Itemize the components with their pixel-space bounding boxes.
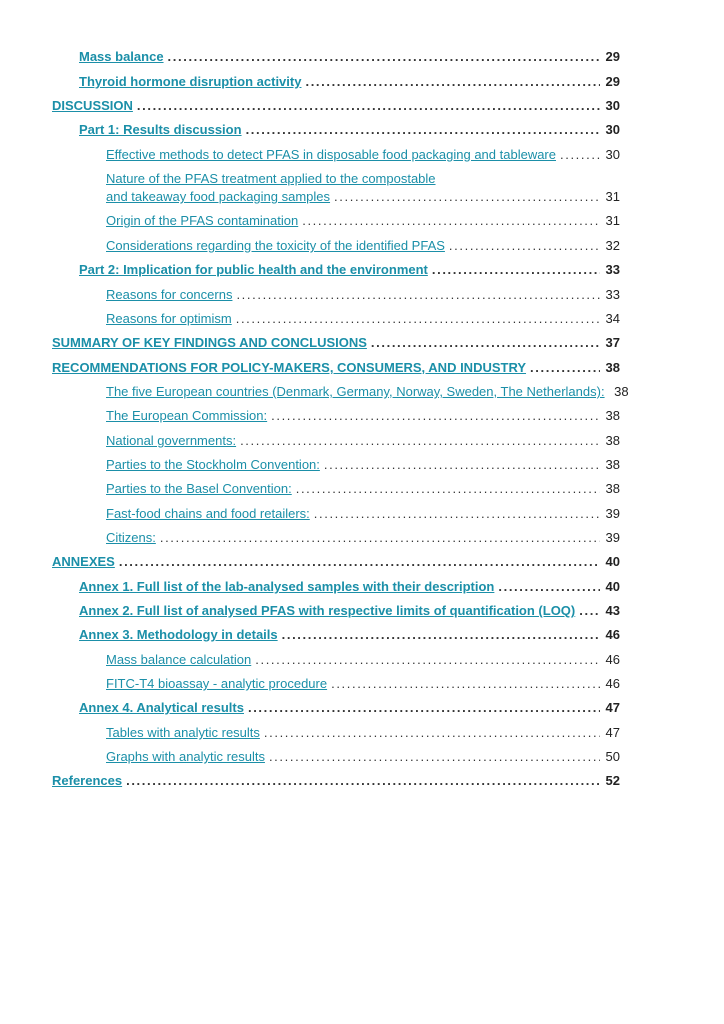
toc-link[interactable]: Annex 1. Full list of the lab-analysed samples with their description: [79, 579, 495, 594]
toc-page-number: 33: [605, 262, 620, 277]
toc-leader: [168, 49, 600, 65]
toc-page-number: 46: [605, 627, 620, 642]
toc-leader: [160, 530, 600, 546]
toc-page-number: 40: [605, 579, 620, 594]
toc-leader: [264, 725, 600, 741]
toc-page-number: 40: [605, 554, 620, 569]
toc-link[interactable]: Graphs with analytic results: [106, 749, 265, 764]
toc-leader: [324, 457, 600, 473]
toc-link[interactable]: RECOMMENDATIONS FOR POLICY-MAKERS, CONSUMERS, AND INDUSTRY: [52, 360, 527, 375]
toc-leader: [296, 481, 600, 497]
toc-leader: [302, 213, 600, 229]
toc-page-number: 30: [605, 147, 620, 162]
toc-page-number: 52: [605, 773, 620, 788]
toc-leader: [314, 506, 600, 522]
toc-page-number: 38: [614, 384, 629, 399]
toc-leader: [255, 652, 600, 668]
toc-leader: [246, 122, 600, 138]
toc-link[interactable]: National governments:: [106, 433, 237, 448]
toc-page-number: 38: [605, 457, 620, 472]
toc-link[interactable]: Part 1: Results discussion: [79, 122, 242, 137]
toc-page-number: 50: [605, 749, 620, 764]
toc-link[interactable]: SUMMARY OF KEY FINDINGS AND CONCLUSIONS: [52, 335, 367, 350]
toc-page-number: 47: [605, 700, 620, 715]
toc-page-number: 38: [605, 433, 620, 448]
toc-page-number: 30: [605, 122, 620, 137]
toc-link[interactable]: Origin of the PFAS contamination: [106, 213, 299, 228]
toc-page-number: 38: [605, 481, 620, 496]
toc-link[interactable]: Mass balance calculation: [106, 652, 252, 667]
toc-leader: [334, 189, 600, 205]
toc-page-number: 39: [605, 530, 620, 545]
toc-leader: [269, 749, 600, 765]
toc-leader: [432, 262, 600, 278]
toc-leader: [449, 238, 600, 254]
toc-page-number: 46: [605, 652, 620, 667]
toc-link[interactable]: Reasons for concerns: [106, 287, 233, 302]
toc-link[interactable]: References: [52, 773, 123, 788]
toc-leader: [530, 360, 600, 376]
toc-leader: [282, 627, 600, 643]
toc-leader: [236, 287, 600, 303]
toc-link[interactable]: Citizens:: [106, 530, 156, 545]
toc-leader: [498, 579, 600, 595]
toc-link[interactable]: The European Commission:: [106, 408, 268, 423]
toc-page-number: 32: [605, 238, 620, 253]
toc-link[interactable]: Reasons for optimism: [106, 311, 232, 326]
toc-page-number: 31: [605, 189, 620, 204]
toc-page-number: 29: [605, 74, 620, 89]
toc-link[interactable]: Mass balance: [79, 49, 164, 64]
toc-leader: [248, 700, 600, 716]
toc-page-number: 30: [605, 98, 620, 113]
toc-leader: [371, 335, 600, 351]
toc-link[interactable]: Annex 2. Full list of analysed PFAS with respective limits of quantification (LOQ): [79, 603, 576, 618]
toc-page-number: 39: [605, 506, 620, 521]
toc-leader: [560, 147, 600, 163]
toc-leader: [240, 433, 600, 449]
toc-link[interactable]: Parties to the Stockholm Convention:: [106, 457, 320, 472]
toc-page-number: 31: [605, 213, 620, 228]
toc-leader: [137, 98, 600, 114]
toc-leader: [305, 74, 600, 90]
toc-page-number: 38: [605, 408, 620, 423]
toc-leader: [126, 773, 600, 789]
toc-page-number: 38: [605, 360, 620, 375]
toc-leader: [331, 676, 600, 692]
toc-page-number: 43: [605, 603, 620, 618]
toc-link[interactable]: Annex 3. Methodology in details: [79, 627, 278, 642]
toc-link-line1[interactable]: Nature of the PFAS treatment applied to the compostable: [106, 171, 436, 186]
toc-leader: [271, 408, 600, 424]
toc-page-number: 33: [605, 287, 620, 302]
toc-link[interactable]: FITC-T4 bioassay - analytic procedure: [106, 676, 328, 691]
toc-link[interactable]: Part 2: Implication for public health and the environment: [79, 262, 428, 277]
toc-leader: [579, 603, 600, 619]
toc-link[interactable]: The five European countries (Denmark, Germany, Norway, Sweden, The Netherlands):: [106, 384, 605, 399]
toc-page-number: 34: [605, 311, 620, 326]
toc-leader: [119, 554, 600, 570]
toc-page-number: 47: [605, 725, 620, 740]
toc-link[interactable]: Annex 4. Analytical results: [79, 700, 244, 715]
toc-page-number: 29: [605, 49, 620, 64]
toc-link[interactable]: and takeaway food packaging samples: [106, 189, 331, 204]
toc-link[interactable]: Thyroid hormone disruption activity: [79, 74, 302, 89]
toc-link[interactable]: ANNEXES: [52, 554, 115, 569]
toc-page-number: 37: [605, 335, 620, 350]
toc-link[interactable]: Considerations regarding the toxicity of the identified PFAS: [106, 238, 445, 253]
toc-leader: [236, 311, 600, 327]
toc-page-number: 46: [605, 676, 620, 691]
toc-link[interactable]: DISCUSSION: [52, 98, 133, 113]
toc-link[interactable]: Parties to the Basel Convention:: [106, 481, 292, 496]
toc-link[interactable]: Fast-food chains and food retailers:: [106, 506, 310, 521]
toc-link[interactable]: Tables with analytic results: [106, 725, 260, 740]
toc-link[interactable]: Effective methods to detect PFAS in disposable food packaging and tableware: [106, 147, 556, 162]
